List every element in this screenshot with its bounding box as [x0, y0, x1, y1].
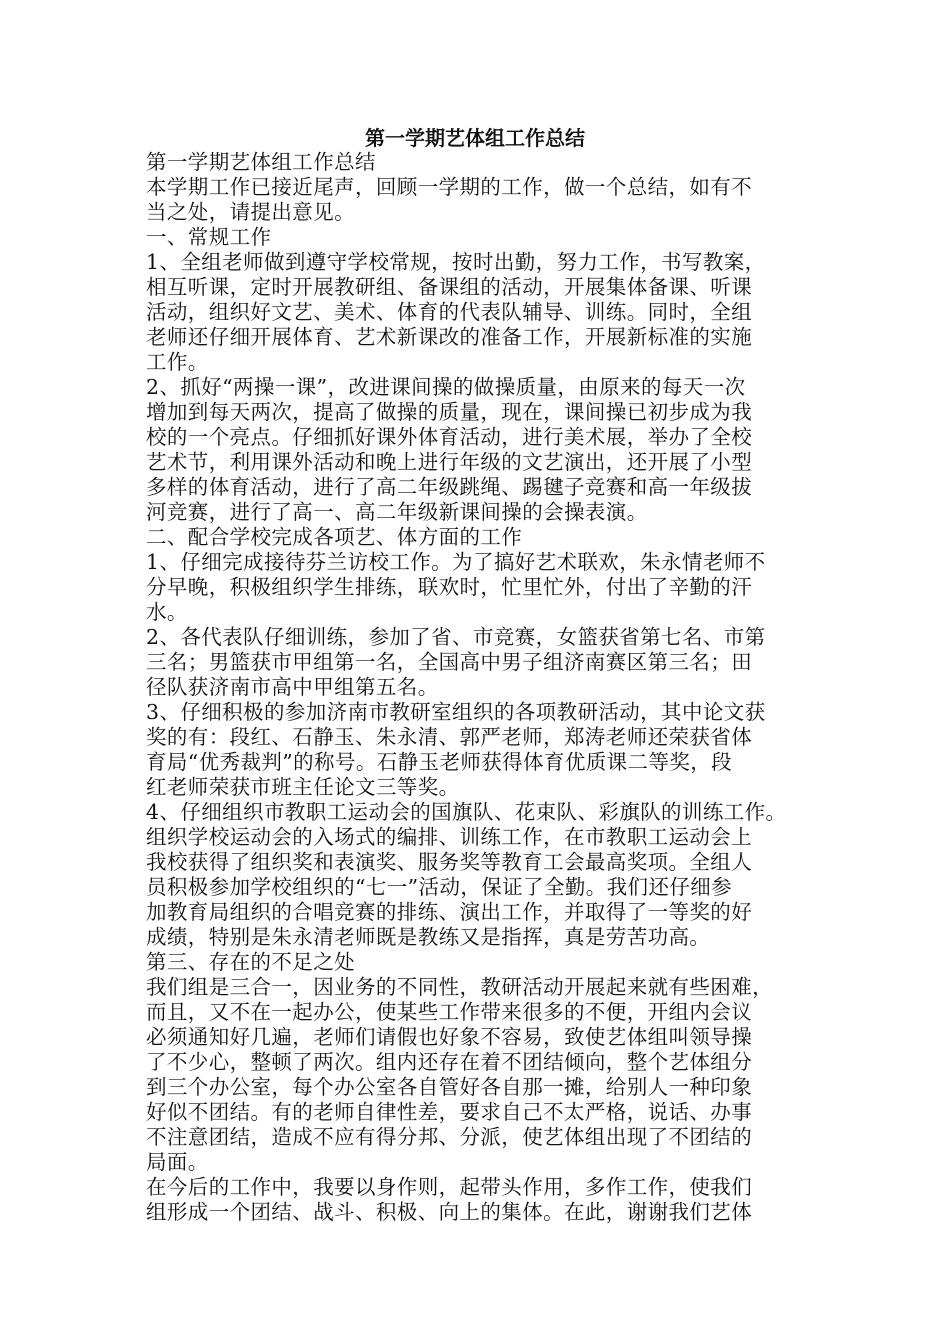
text-line: 2、抓好“两操一课”，改进课间操的做操质量，由原来的每天一次 — [146, 375, 746, 399]
text-line: 1、全组老师做到遵守学校常规，按时出勤，努力工作，书写教案， — [146, 250, 766, 274]
text-line: 多样的体育活动，进行了高二年级跳绳、踢毽子竞赛和高一年级拔 — [146, 475, 753, 499]
text-line: 增加到每天两次，提高了做操的质量，现在，课间操已初步成为我 — [146, 400, 753, 424]
text-line: 相互听课，定时开展教研组、备课组的活动，开展集体备课、听课 — [146, 275, 753, 299]
text-line: 艺术节，利用课外活动和晚上进行年级的文艺演出，还开展了小型 — [146, 450, 753, 474]
text-line: 不注意团结，造成不应有得分邦、分派，使艺体组出现了不团结的 — [146, 1125, 753, 1149]
text-line: 河竞赛，进行了高一、高二年级新课间操的会操表演。 — [146, 500, 648, 524]
text-line: 当之处，请提出意见。 — [146, 200, 355, 224]
text-line: 成绩，特别是朱永清老师既是教练又是指挥，真是劳苦功高。 — [146, 925, 711, 949]
text-line: 在今后的工作中，我要以身作则，起带头作用，多作工作，使我们 — [146, 1175, 753, 1199]
text-line: 一、常规工作 — [146, 225, 272, 249]
text-line: 局面。 — [146, 1150, 209, 1174]
text-line: 员积极参加学校组织的“七一”活动，保证了全勤。我们还仔细参 — [146, 875, 733, 899]
text-line: 组织学校运动会的入场式的编排、训练工作，在市教职工运动会上 — [146, 825, 753, 849]
text-line: 老师还仔细开展体育、艺术新课改的准备工作，开展新标准的实施 — [146, 325, 753, 349]
text-line: 红老师荣获市班主任论文三等奖。 — [146, 775, 460, 799]
text-line: 二、配合学校完成各项艺、体方面的工作 — [146, 525, 523, 549]
text-line: 到三个办公室，每个办公室各自管好各自那一摊，给别人一种印象 — [146, 1075, 753, 1099]
text-line: 三名；男篮获市甲组第一名，全国高中男子组济南赛区第三名；田 — [146, 650, 753, 674]
text-line: 径队获济南市高中甲组第五名。 — [146, 675, 439, 699]
text-line: 而且，又不在一起办公，使某些工作带来很多的不便，开组内会议 — [146, 1000, 753, 1024]
text-line: 第一学期艺体组工作总结 — [146, 150, 376, 174]
text-line: 1、仔细完成接待芬兰访校工作。为了搞好艺术联欢，朱永情老师不 — [146, 550, 766, 574]
text-line: 我校获得了组织奖和表演奖、服务奖等教育工会最高奖项。全组人 — [146, 850, 753, 874]
text-line: 活动，组织好文艺、美术、体育的代表队辅导、训练。同时，全组 — [146, 300, 753, 324]
document-title: 第一学期艺体组工作总结 — [365, 126, 585, 150]
text-line: 我们组是三合一，因业务的不同性，教研活动开展起来就有些困难， — [146, 975, 773, 999]
text-line: 分早晚，积极组织学生排练，联欢时，忙里忙外，付出了辛勤的汗 — [146, 575, 753, 599]
text-line: 加教育局组织的合唱竞赛的排练、演出工作，并取得了一等奖的好 — [146, 900, 753, 924]
text-line: 必须通知好几遍，老师们请假也好象不容易，致使艺体组叫领导操 — [146, 1025, 753, 1049]
document-body — [146, 150, 826, 1225]
text-line: 工作。 — [146, 350, 209, 374]
text-line: 本学期工作已接近尾声，回顾一学期的工作，做一个总结，如有不 — [146, 175, 753, 199]
text-line: 校的一个亮点。仔细抓好课外体育活动，进行美术展，举办了全校 — [146, 425, 753, 449]
text-line: 好似不团结。有的老师自律性差，要求自己不太严格，说话、办事 — [146, 1100, 753, 1124]
text-line: 了不少心，整顿了两次。组内还存在着不团结倾向，整个艺体组分 — [146, 1050, 753, 1074]
text-line: 3、仔细积极的参加济南市教研室组织的各项教研活动，其中论文获 — [146, 700, 766, 724]
text-line: 4、仔细组织市教职工运动会的国旗队、花束队、彩旗队的训练工作。 — [146, 800, 787, 824]
text-line: 组形成一个团结、战斗、积极、向上的集体。在此，谢谢我们艺体 — [146, 1200, 753, 1224]
text-line: 第三、存在的不足之处 — [146, 950, 355, 974]
text-line: 奖的有：段红、石静玉、朱永清、郭严老师，郑涛老师还荣获省体 — [146, 725, 753, 749]
text-line: 水。 — [146, 600, 188, 624]
text-line: 2、各代表队仔细训练，参加了省、市竞赛，女篮获省第七名、市第 — [146, 625, 766, 649]
text-line: 育局“优秀裁判”的称号。石静玉老师获得体育优质课二等奖，段 — [146, 750, 733, 774]
